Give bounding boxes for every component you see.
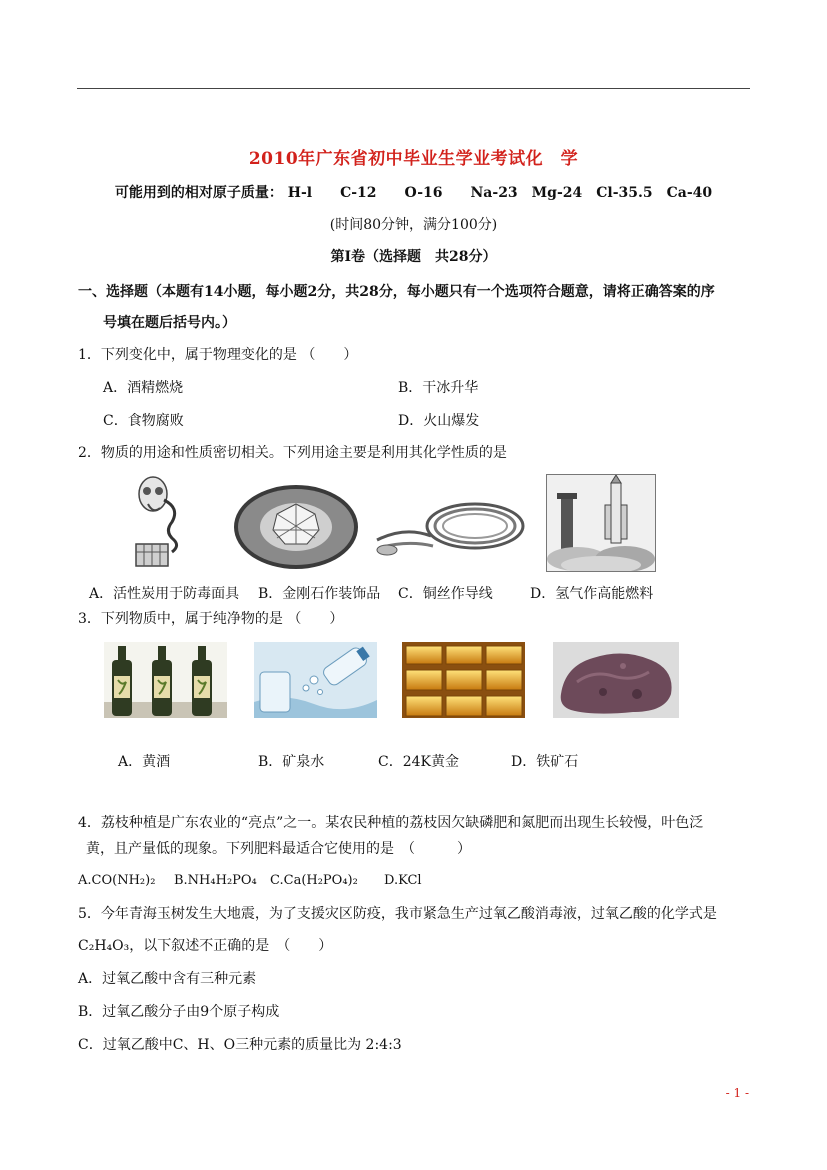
q5-line2: C₂H₄O₃，以下叙述不正确的是 （ ） xyxy=(78,938,333,954)
rice-wine-bottles-image xyxy=(104,642,227,718)
q2-stem: 2．物质的用途和性质密切相关。下列用途主要是利用其化学性质的是 xyxy=(78,445,507,461)
q4-option-d: D.KCl xyxy=(384,873,422,888)
exam-title: 2010年广东省初中毕业生学业考试化 学 xyxy=(248,149,579,169)
q4-option-a: A.CO(NH₂)₂ xyxy=(78,873,156,888)
q2-option-c: C．铜丝作导线 xyxy=(398,586,493,602)
q5-line1: 5．今年青海玉树发生大地震，为了支援灾区防疫，我市紧急生产过氧乙酸消毒液，过氧乙酸的化学式是 xyxy=(78,906,717,922)
q2-option-b: B．金刚石作装饰品 xyxy=(258,586,381,602)
q1-option-d: D．火山爆发 xyxy=(398,413,480,429)
q2-option-d: D．氢气作高能燃料 xyxy=(530,586,654,602)
gas-mask-image xyxy=(128,474,186,568)
atomic-mass-line: 可能用到的相对原子质量： H-l C-12 O-16 Na-23 Mg-24 Cl-35.5 Ca-40 xyxy=(114,185,713,201)
copper-wire-image xyxy=(375,496,527,562)
diamond-image xyxy=(233,484,359,570)
q4-option-c: C.Ca(H₂PO₄)₂ xyxy=(270,873,358,888)
q1-option-c: C．食物腐败 xyxy=(103,413,184,429)
q5-option-b: B．过氧乙酸分子由9个原子构成 xyxy=(78,1004,280,1020)
time-line: (时间80分钟，满分100分) xyxy=(329,217,498,233)
q5-option-a: A．过氧乙酸中含有三种元素 xyxy=(78,971,257,987)
q3-option-d: D．铁矿石 xyxy=(511,754,579,770)
part-heading: 第Ⅰ卷（选择题 共28分） xyxy=(330,249,497,265)
page-number: - 1 - xyxy=(725,1086,749,1100)
gold-bars-image xyxy=(402,642,525,718)
q3-option-b: B．矿泉水 xyxy=(258,754,325,770)
q2-option-a: A．活性炭用于防毒面具 xyxy=(89,586,240,602)
q4-option-b: B.NH₄H₂PO₄ xyxy=(174,873,257,888)
q1-option-b: B．干冰升华 xyxy=(398,380,479,396)
section-instructions-1: 一、选择题（本题有14小题，每小题2分，共28分，每小题只有一个选项符合题意，请将正确答案的序 xyxy=(78,284,715,300)
q5-option-c: C．过氧乙酸中C、H、O三种元素的质量比为 2:4:3 xyxy=(78,1037,402,1053)
q4-line1: 4．荔枝种植是广东农业的“亮点”之一。某农民种植的荔枝因欠缺磷肥和氮肥而出现生长较慢，叶色泛 xyxy=(78,815,704,831)
q3-option-a: A．黄酒 xyxy=(118,754,171,770)
q1-stem: 1．下列变化中，属于物理变化的是 （ ） xyxy=(78,347,358,363)
q3-option-c: C．24K黄金 xyxy=(378,754,459,770)
rocket-launch-image xyxy=(546,474,656,572)
q4-line2: 黄，且产量低的现象。下列肥料最适合它使用的是 （ ） xyxy=(86,841,471,857)
section-instructions-2: 号填在题后括号内。） xyxy=(103,315,236,331)
q1-option-a: A．酒精燃烧 xyxy=(103,380,184,396)
mineral-water-image xyxy=(254,642,377,718)
iron-ore-image xyxy=(553,642,679,718)
q3-stem: 3．下列物质中，属于纯净物的是 （ ） xyxy=(78,611,344,627)
header-rule xyxy=(77,88,750,89)
